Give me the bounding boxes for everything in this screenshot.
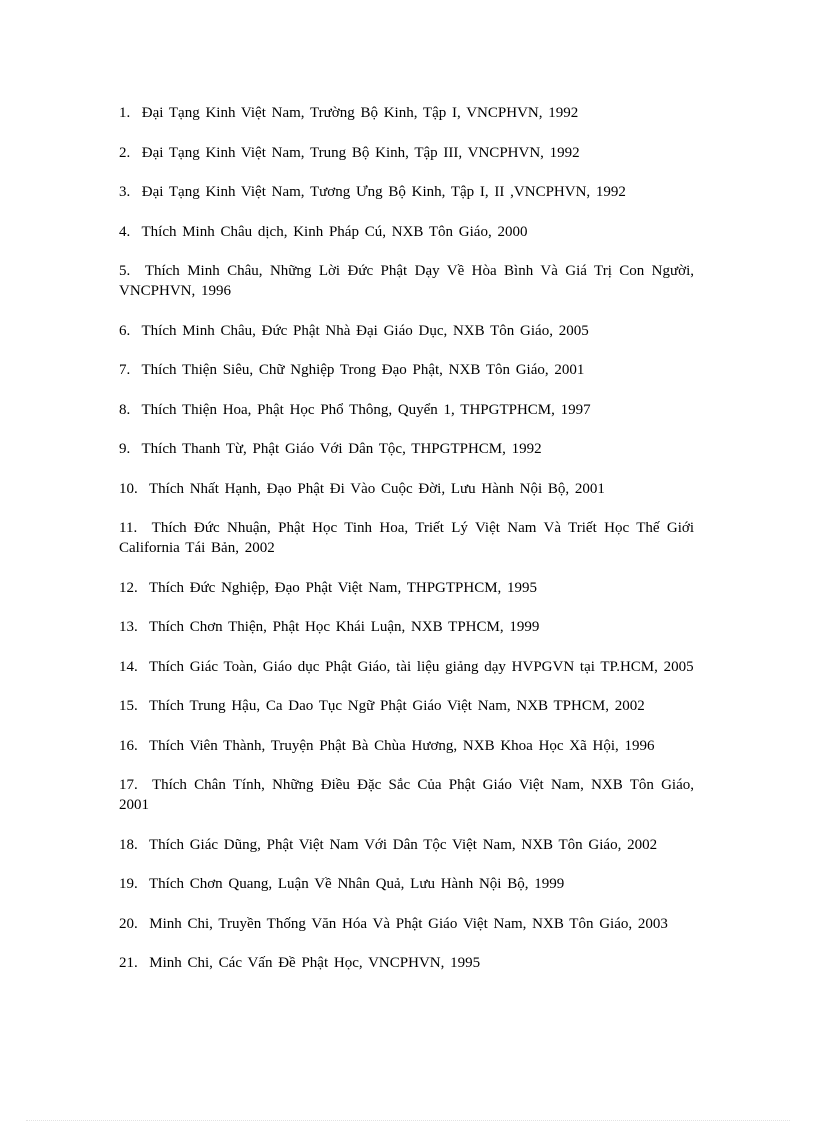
page-bottom-rule: [26, 1120, 790, 1121]
reference-text: Thích Giác Toàn, Giáo dục Phật Giáo, tài liệu giảng dạy HVPGVN tại TP.HCM, 2005: [148, 658, 694, 675]
reference-item: [119, 953, 694, 973]
reference-text: Đại Tạng Kinh Việt Nam, Tương Ưng Bộ Kinh, Tập I, II ,VNCPHVN, 1992: [141, 184, 626, 200]
reference-number: 6.: [119, 322, 131, 339]
reference-item: [119, 518, 694, 558]
reference-number: 17.: [119, 777, 138, 793]
reference-number: 14.: [119, 658, 138, 675]
reference-text: Đại Tạng Kinh Việt Nam, Trung Bộ Kinh, Tập III, VNCPHVN, 1992: [141, 144, 580, 161]
reference-text: Minh Chi, Các Vấn Đề Phật Học, VNCPHVN, 1995: [149, 955, 481, 971]
reference-number: 13.: [119, 619, 138, 635]
reference-item: [119, 736, 694, 756]
reference-number: 1.: [119, 105, 131, 121]
reference-item: [119, 103, 694, 123]
reference-text: Thích Minh Châu dịch, Kinh Pháp Cú, NXB Tôn Giáo, 2000: [141, 223, 528, 240]
reference-item: [119, 775, 694, 815]
reference-text: Minh Chi, Truyền Thống Văn Hóa Và Phật Giáo Việt Nam, NXB Tôn Giáo, 2003: [149, 915, 668, 932]
reference-text: Thích Minh Châu, Những Lời Đức Phật Dạy Về Hòa Bình Và Giá Trị Con Người, VNCPHVN, 1996: [119, 263, 694, 299]
reference-number: 9.: [119, 441, 131, 457]
reference-number: 18.: [119, 836, 138, 853]
reference-text: Thích Giác Dũng, Phật Việt Nam Với Dân Tộc Việt Nam, NXB Tôn Giáo, 2002: [148, 836, 658, 853]
reference-text: Thích Chân Tính, Những Điều Đặc Sắc Của Phật Giáo Việt Nam, NXB Tôn Giáo, 2001: [119, 777, 694, 813]
reference-item: [119, 143, 694, 163]
reference-list: [119, 103, 694, 993]
reference-number: 16.: [119, 737, 138, 754]
reference-item: [119, 696, 694, 716]
reference-item: [119, 479, 694, 499]
reference-number: 19.: [119, 876, 138, 892]
reference-item: [119, 182, 694, 202]
reference-item: [119, 400, 694, 420]
reference-number: 10.: [119, 480, 138, 497]
reference-number: 21.: [119, 955, 138, 971]
reference-text: Thích Thiện Siêu, Chữ Nghiệp Trong Đạo Phật, NXB Tôn Giáo, 2001: [141, 362, 585, 378]
reference-number: 8.: [119, 401, 131, 418]
reference-text: Thích Thanh Từ, Phật Giáo Với Dân Tộc, THPGTPHCM, 1992: [141, 441, 542, 457]
reference-text: Thích Đức Nhuận, Phật Học Tinh Hoa, Triết Lý Việt Nam Và Triết Học Thế Giới California Tái Bản, 2002: [119, 520, 694, 556]
reference-item: [119, 578, 694, 598]
reference-item: [119, 439, 694, 459]
reference-number: 15.: [119, 698, 138, 714]
reference-text: Thích Nhất Hạnh, Đạo Phật Đi Vào Cuộc Đời, Lưu Hành Nội Bộ, 2001: [148, 480, 605, 497]
reference-item: [119, 360, 694, 380]
reference-text: Đại Tạng Kinh Việt Nam, Trường Bộ Kinh, Tập I, VNCPHVN, 1992: [141, 105, 579, 121]
reference-item: [119, 261, 694, 301]
reference-number: 11.: [119, 520, 138, 536]
reference-number: 12.: [119, 579, 138, 596]
reference-item: [119, 874, 694, 894]
reference-number: 20.: [119, 915, 138, 932]
reference-text: Thích Chơn Thiện, Phật Học Khái Luận, NXB TPHCM, 1999: [148, 619, 540, 635]
reference-number: 7.: [119, 362, 131, 378]
reference-item: [119, 914, 694, 934]
reference-item: [119, 617, 694, 637]
reference-text: Thích Viên Thành, Truyện Phật Bà Chùa Hương, NXB Khoa Học Xã Hội, 1996: [148, 737, 655, 754]
reference-number: 4.: [119, 223, 131, 240]
reference-number: 2.: [119, 144, 131, 161]
reference-text: Thích Minh Châu, Đức Phật Nhà Đại Giáo Dục, NXB Tôn Giáo, 2005: [141, 322, 589, 339]
reference-text: Thích Thiện Hoa, Phật Học Phổ Thông, Quyển 1, THPGTPHCM, 1997: [141, 401, 591, 418]
reference-item: [119, 321, 694, 341]
reference-item: [119, 222, 694, 242]
reference-number: 5.: [119, 263, 131, 279]
reference-item: [119, 657, 694, 677]
reference-text: Thích Chơn Quang, Luận Về Nhân Quả, Lưu Hành Nội Bộ, 1999: [148, 876, 565, 892]
reference-item: [119, 835, 694, 855]
reference-number: 3.: [119, 184, 131, 200]
reference-text: Thích Đức Nghiệp, Đạo Phật Việt Nam, THPGTPHCM, 1995: [148, 579, 538, 596]
reference-text: Thích Trung Hậu, Ca Dao Tục Ngữ Phật Giáo Việt Nam, NXB TPHCM, 2002: [148, 698, 645, 714]
